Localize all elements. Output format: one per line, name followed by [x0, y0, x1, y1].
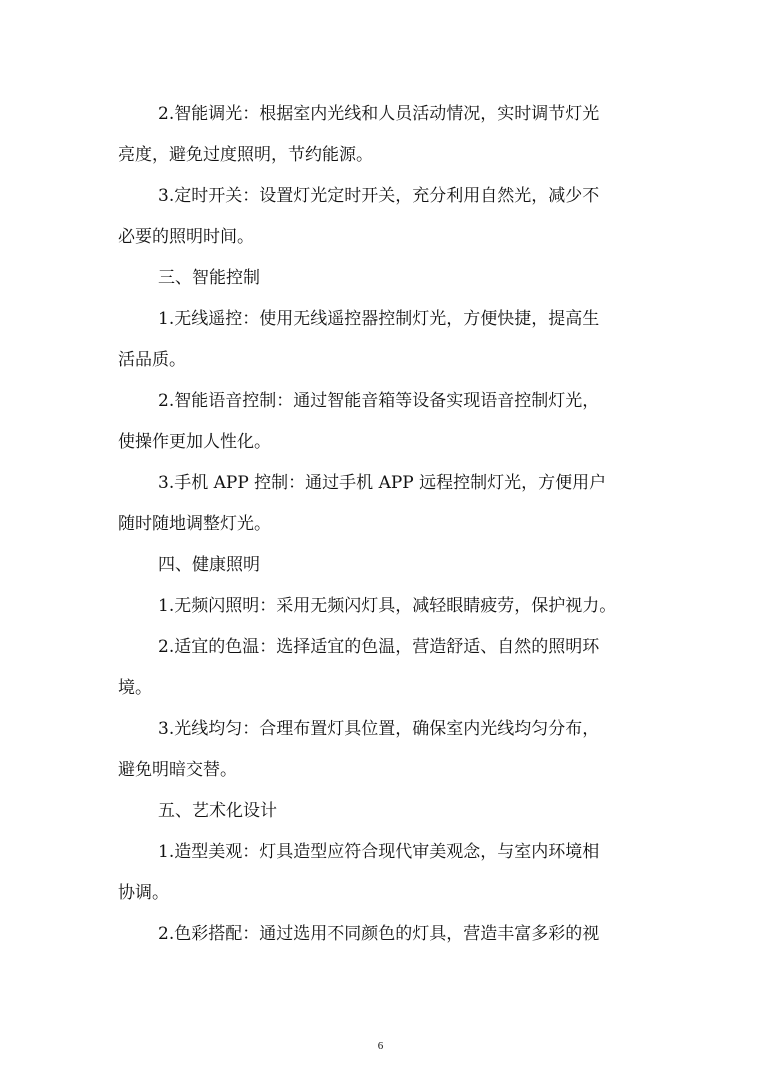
paragraph-line: 1.造型美观：灯具造型应符合现代审美观念，与室内环境相: [158, 842, 600, 862]
paragraph-line: 随时随地调整灯光。: [118, 514, 271, 534]
paragraph-line: 必要的照明时间。: [118, 227, 254, 247]
paragraph-line: 2.色彩搭配：通过选用不同颜色的灯具，营造丰富多彩的视: [158, 924, 600, 944]
section-heading: 五、艺术化设计: [158, 801, 277, 821]
paragraph-line: 2.智能调光：根据室内光线和人员活动情况，实时调节灯光: [158, 104, 600, 124]
paragraph-line: 2.智能语音控制：通过智能音箱等设备实现语音控制灯光，: [158, 391, 600, 411]
paragraph-line: 亮度，避免过度照明，节约能源。: [118, 145, 373, 165]
paragraph-line: 使操作更加人性化。: [118, 432, 271, 452]
paragraph-line: 2.适宜的色温：选择适宜的色温，营造舒适、自然的照明环: [158, 637, 600, 657]
paragraph-line: 1.无频闪照明：采用无频闪灯具，减轻眼睛疲劳，保护视力。: [158, 596, 617, 616]
paragraph-line: 1.无线遥控：使用无线遥控器控制灯光，方便快捷，提高生: [158, 309, 600, 329]
paragraph-line: 3.手机 APP 控制：通过手机 APP 远程控制灯光，方便用户: [158, 473, 607, 493]
paragraph-line: 3.定时开关：设置灯光定时开关，充分利用自然光，减少不: [158, 186, 600, 206]
paragraph-line: 境。: [118, 678, 152, 698]
paragraph-line: 协调。: [118, 883, 169, 903]
paragraph-line: 避免明暗交替。: [118, 760, 237, 780]
document-body: [118, 94, 648, 955]
paragraph-line: 活品质。: [118, 350, 186, 370]
page-number: 6: [377, 1040, 384, 1052]
section-heading: 四、健康照明: [158, 555, 260, 575]
section-heading: 三、智能控制: [158, 268, 260, 288]
paragraph-line: 3.光线均匀：合理布置灯具位置，确保室内光线均匀分布，: [158, 719, 600, 739]
